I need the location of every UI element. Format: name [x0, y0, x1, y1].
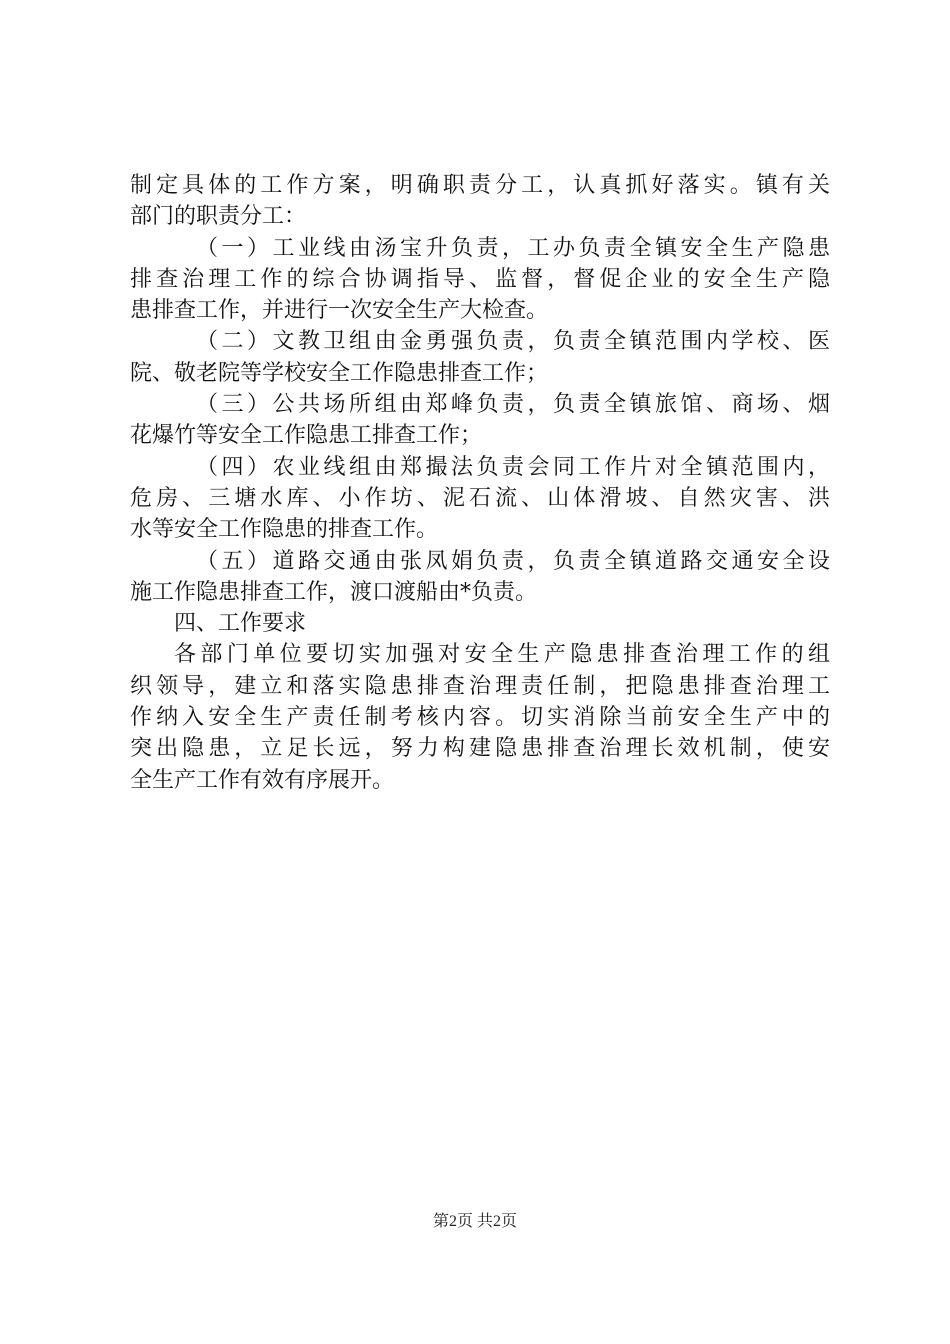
text-line: 制定具体的工作方案，明确职责分工，认真抓好落实。镇有关 — [130, 173, 830, 198]
text-line: 突出隐患，立足长远，努力构建隐患排查治理长效机制，使安 — [130, 736, 830, 762]
page-number-footer: 第2页 共2页 — [432, 1213, 517, 1230]
text-line: 花爆竹等安全工作隐患工排查工作； — [130, 423, 483, 449]
text-line: （五）道路交通由张凤娟负责，负责全镇道路交通安全设 — [196, 548, 830, 574]
text-line: 各部门单位要切实加强对安全生产隐患排查治理工作的组 — [174, 642, 830, 668]
section-heading: 四、工作要求 — [174, 611, 307, 637]
text-line: （四）农业线组由郑撮法负责会同工作片对全镇范围内， — [196, 454, 830, 480]
text-line: 水等安全工作隐患的排查工作。 — [130, 517, 439, 543]
text-line: 危房、三塘水库、小作坊、泥石流、山体滑坡、自然灾害、洪 — [130, 485, 830, 511]
document-body — [130, 170, 830, 796]
text-line: （一）工业线由汤宝升负责，工办负责全镇安全生产隐患 — [196, 235, 830, 261]
text-line: 部门的职责分工： — [130, 204, 307, 230]
text-line: 排查治理工作的综合协调指导、监督，督促企业的安全生产隐 — [130, 266, 830, 292]
text-line: （三）公共场所组由郑峰负责，负责全镇旅馆、商场、烟 — [196, 392, 830, 418]
text-line: （二）文教卫组由金勇强负责，负责全镇范围内学校、医 — [196, 329, 830, 355]
text-line: 作纳入安全生产责任制考核内容。切实消除当前安全生产中的 — [130, 705, 830, 731]
text-line: 织领导，建立和落实隐患排查治理责任制，把隐患排查治理工 — [130, 673, 830, 699]
text-line: 全生产工作有效有序展开。 — [130, 767, 395, 793]
text-line: 施工作隐患排查工作，渡口渡船由*负责。 — [130, 579, 538, 605]
text-line: 患排查工作，并进行一次安全生产大检查。 — [130, 298, 549, 324]
text-line: 院、敬老院等学校安全工作隐患排查工作； — [130, 360, 549, 386]
